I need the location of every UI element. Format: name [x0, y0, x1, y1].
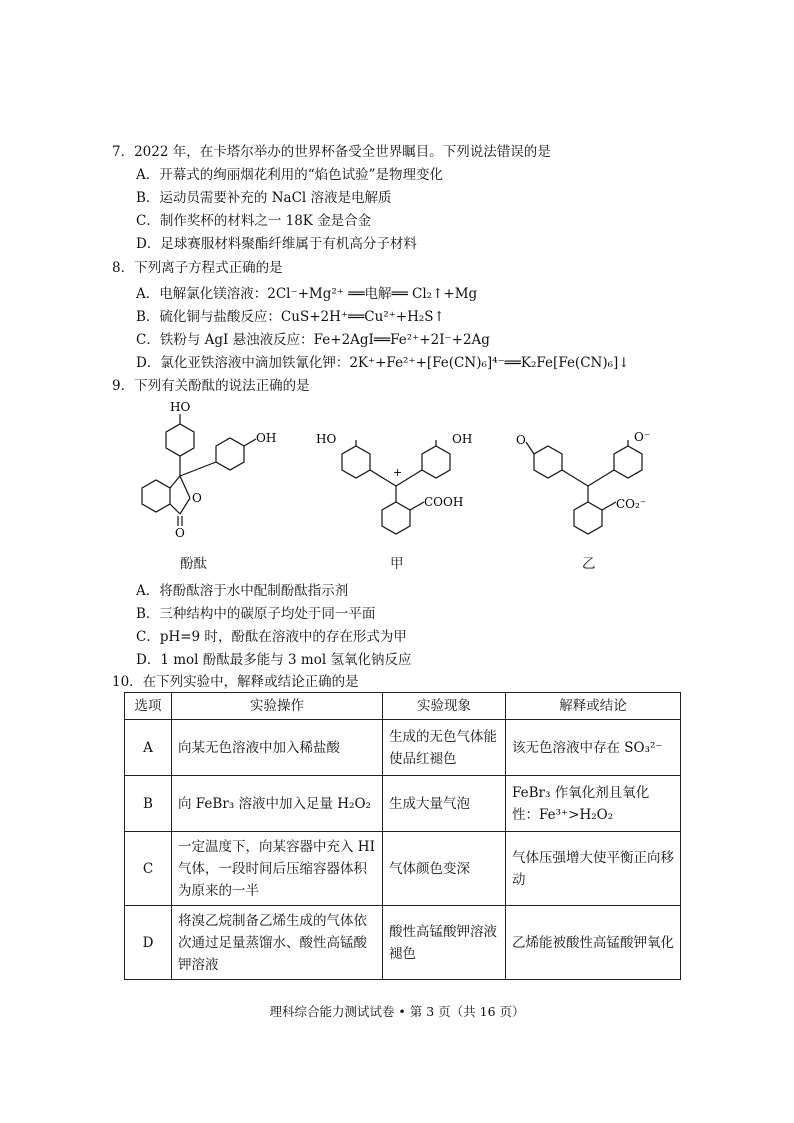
table-cell: 向 FeBr₃ 溶液中加入足量 H₂O₂	[172, 776, 383, 832]
question-9-stem: 9．下列有关酚酞的说法正确的是	[112, 378, 310, 394]
question-7-stem: 7．2022 年，在卡塔尔举办的世界杯备受全世界瞩目。下列说法错误的是	[112, 144, 551, 160]
label-phenolphthalein: 酚酞	[180, 556, 207, 572]
q9-option-b: B．三种结构中的碳原子均处于同一平面	[136, 606, 376, 622]
table-cell: A	[125, 720, 172, 776]
m1-oh-right: OH	[256, 431, 277, 445]
table-cell: 生成的无色气体能使品红褪色	[383, 720, 506, 776]
q7-option-a: A．开幕式的绚丽烟花利用的“焰色试验”是物理变化	[136, 167, 444, 183]
q8-option-d: D．氯化亚铁溶液中滴加铁氰化钾：2K⁺+Fe²⁺+[Fe(CN)₆]⁴⁻══K₂Fe[Fe(CN)₆]↓	[136, 355, 630, 371]
m2-cooh: COOH	[424, 495, 464, 509]
table-row	[125, 832, 681, 906]
table-cell: B	[125, 776, 172, 832]
experiment-table	[124, 692, 681, 980]
table-cell: C	[125, 832, 172, 906]
m3-o-right: O⁻	[634, 430, 651, 444]
table-cell: 气体压强增大使平衡正向移动	[506, 832, 681, 906]
table-header: 选项	[125, 693, 172, 720]
jia-structure	[316, 428, 496, 550]
m1-o-ring: O	[192, 491, 202, 505]
q9-option-d: D．1 mol 酚酞最多能与 3 mol 氢氧化钠反应	[136, 652, 412, 668]
m1-ho-top: HO	[170, 400, 191, 414]
table-header: 实验操作	[172, 693, 383, 720]
label-jia: 甲	[390, 556, 404, 572]
page-footer: 理科综合能力测试试卷 • 第 3 页（共 16 页）	[269, 1004, 525, 1019]
m3-co2: CO₂⁻	[616, 497, 647, 511]
q7-option-c: C．制作奖杯的材料之一 18K 金是合金	[136, 213, 372, 229]
q7-option-b: B．运动员需要补充的 NaCl 溶液是电解质	[136, 190, 392, 206]
q8-option-c: C．铁粉与 AgI 悬浊液反应：Fe+2AgI══Fe²⁺+2I⁻+2Ag	[136, 332, 490, 348]
q9-option-c: C．pH=9 时，酚酞在溶液中的存在形式为甲	[136, 629, 407, 645]
table-cell: 向某无色溶液中加入稀盐酸	[172, 720, 383, 776]
table-row	[125, 776, 681, 832]
m2-plus: +	[393, 466, 403, 479]
table-row	[125, 720, 681, 776]
question-10-stem: 10．在下列实验中，解释或结论正确的是	[112, 674, 359, 690]
table-header: 解释或结论	[506, 693, 681, 720]
table-cell: D	[125, 906, 172, 980]
q7-option-d: D．足球赛服材料聚酯纤维属于有机高分子材料	[136, 236, 417, 252]
table-cell: 乙烯能被酸性高锰酸钾氧化	[506, 906, 681, 980]
q8-option-a: A．电解氯化镁溶液：2Cl⁻+Mg²⁺ ══电解══ Cl₂↑+Mg	[136, 286, 478, 302]
label-yi: 乙	[582, 556, 596, 572]
table-cell: 一定温度下，向某容器中充入 HI 气体，一段时间后压缩容器体积为原来的一半	[172, 832, 383, 906]
table-row	[125, 906, 681, 980]
question-8-stem: 8．下列离子方程式正确的是	[112, 260, 283, 276]
q8-option-b: B．硫化铜与盐酸反应：CuS+2H⁺══Cu²⁺+H₂S↑	[136, 309, 445, 325]
table-cell: 酸性高锰酸钾溶液褪色	[383, 906, 506, 980]
table-cell: FeBr₃ 作氧化剂且氧化性：Fe³⁺>H₂O₂	[506, 776, 681, 832]
yi-structure	[510, 428, 700, 550]
table-cell: 生成大量气泡	[383, 776, 506, 832]
phenolphthalein-structure	[120, 398, 290, 550]
table-header-row	[125, 693, 681, 720]
table-header: 实验现象	[383, 693, 506, 720]
m2-ho-left: HO	[316, 432, 337, 446]
q9-option-a: A．将酚酞溶于水中配制酚酞指示剂	[136, 583, 349, 599]
table-cell: 气体颜色变深	[383, 832, 506, 906]
m1-o-carbonyl: O	[175, 526, 185, 540]
table-cell: 该无色溶液中存在 SO₃²⁻	[506, 720, 681, 776]
m2-oh-right: OH	[452, 432, 473, 446]
m3-o-left: O	[516, 433, 526, 447]
table-cell: 将溴乙烷制备乙烯生成的气体依次通过足量蒸馏水、酸性高锰酸钾溶液	[172, 906, 383, 980]
